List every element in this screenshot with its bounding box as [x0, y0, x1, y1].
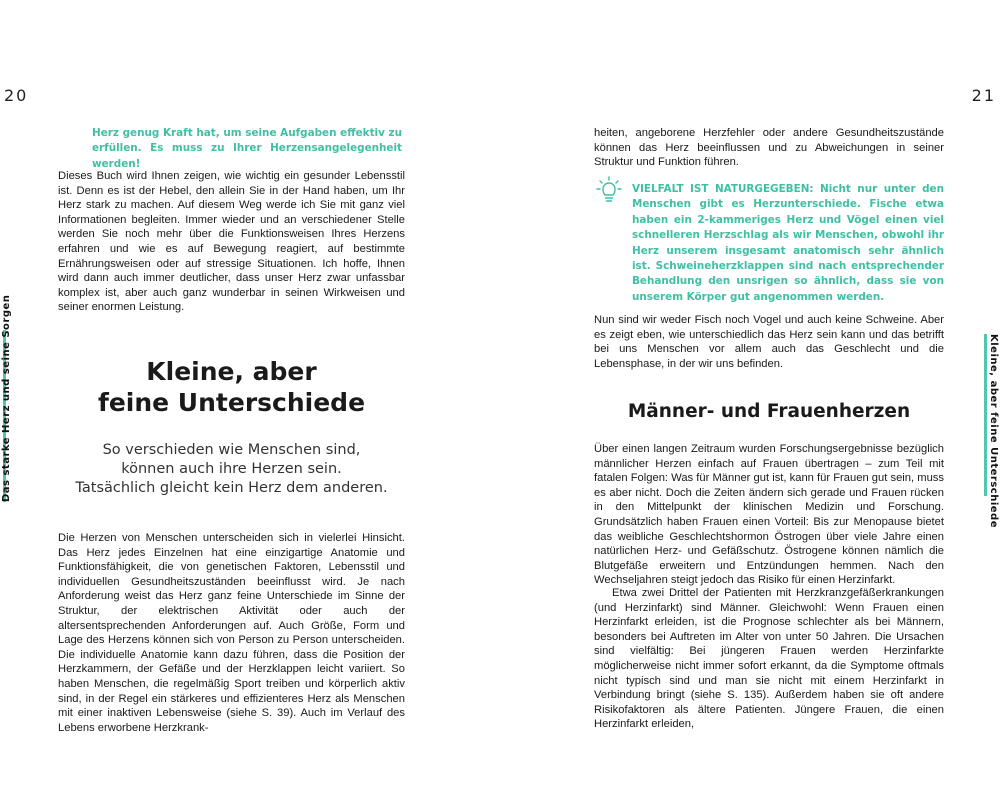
side-tab-right	[984, 334, 1000, 528]
side-tab-left	[0, 294, 12, 502]
side-tab-label-right: Kleine, aber feine Unterschiede	[988, 334, 999, 528]
left-paragraph-1: Dieses Buch wird Ihnen zeigen, wie wichtig ein gesunder Lebensstil ist. Denn es ist der Hebel, den allein Sie in der Hand haben, um Ihr Herz stark zu machen. Auf diesem Weg werde ich Sie mit ganz viel Informationen begleiten. Immer wieder und an verschiedener Stelle werden Sie noch mehr über die Funktionsweisen Ihres Herzens erfahren und wie es auf Bewegung reagiert, auf bestimmte Ernährungsweisen oder auf stressige Situationen. Ich hoffe, Ihnen wird dann auch immer deutlicher, dass unser Herz zwar unfassbar komplex ist, aber auch ganz wunderbar in seinen Wirkweisen und seiner enormen Leistung.	[58, 170, 405, 314]
right-paragraph-3: Über einen langen Zeitraum wurden Forschungsergebnisse bezüglich männlicher Herzen einfach auf Frauen übertragen – zum Teil mit fatalen Folgen: Was für Männer gut ist, kann für Frauen gut sein, muss es aber nicht. Doch die Zeiten ändern sich gerade und Frauen rücken in den Mittelpunkt der klinischen Medizin und Forschung. Grundsätzlich haben Frauen einen Vorteil: Bis zur Menopause bietet das weibliche Geschlechtshormon Östrogen über viele Jahre einen natürlichen Herz- und Gefäßschutz. Östrogene können nämlich die Blutgefäße erweitern und Entzündungen hemmen. Nach den Wechseljahren steigt jedoch das Risiko für einen Herzinfarkt.	[594, 443, 944, 587]
lightbulb-icon	[596, 176, 622, 204]
right-paragraph-1: heiten, angeborene Herzfehler oder andere Gesundheitszustände können das Herz beeinflussen und zu Abweichungen in seiner Struktur und Funktion führen.	[594, 127, 944, 169]
tip-box	[632, 182, 944, 305]
tip-title: VIELFALT IST NATURGEGEBEN:	[632, 183, 814, 195]
left-paragraph-2: Die Herzen von Menschen unterscheiden sich in vielerlei Hinsicht. Das Herz jedes Einzelnen hat eine einzigartige Anatomie und Funktionsfähigkeit, die von genetischen Faktoren, Lebensstil und individuellen Gesundheitszuständen beeinflusst wird. Je nach Anforderung weist das Herz ganz feine Unterschiede im Sinne der Struktur, der elektrischen Aktivität oder auch der altersentsprechenden Anforderungen auf. Auch Größe, Form und Lage des Herzens können sich von Person zu Person unterscheiden. Die individuelle Anatomie kann dazu führen, dass die Position der Herzkammern, der Gefäße und der Herzklappen leicht variiert. So haben Menschen, die regelmäßig Sport treiben und körperlich aktiv sind, in der Regel ein stärkeres und effizienteres Herz als Menschen mit einer inaktiven Lebensweise (siehe S. 39). Auch im Verlauf des Lebens erworbene Herzkrank-	[58, 532, 405, 734]
section-heading-left: Kleine, aber feine Unterschiede	[97, 357, 366, 417]
left-teal-continuation: Herz genug Kraft hat, um seine Aufgaben effektiv zu erfüllen. Es muss zu Ihrer Herzensangelegenheit werden!	[92, 127, 402, 170]
tip-body: Nicht nur unter den Menschen gibt es Herzunterschiede. Fische etwa haben ein 2-kammeriges Herz und Vögel einen viel schnelleren Herzschlag als wir Menschen, obwohl ihr Herz unserem insgesamt anatomisch sehr ähnlich ist. Schweineherzklappen sind nach entsprechender Behandlung den unsrigen so ähnlich, dass sie von unserem Körper gut angenommen werden.	[632, 183, 944, 303]
page-number-right: 21	[971, 86, 996, 105]
side-tab-bar-right	[984, 334, 987, 496]
right-paragraph-4: Etwa zwei Drittel der Patienten mit Herzkranzgefäßerkrankungen (und Herzinfarkt) sind Männer. Gleichwohl: Wenn Frauen einen Herzinfarkt erleiden, ist die Prognose schlechter als bei Männern, besonders bei Auftreten im Alter von unter 50 Jahren. Die Ursachen sind vielfältig: Bei jüngeren Frauen werden Herzinfarkte möglicherweise nicht immer sofort erkannt, da die Symptome oftmals nicht typisch sind und man sie nicht mit einem Herzinfarkt in Verbindung bringt (siehe S. 135). Außerdem haben sie oft andere Risikofaktoren als ältere Patienten. Jüngere Frauen, die einen Herzinfarkt erleiden,	[594, 587, 944, 731]
section-intro: So verschieden wie Menschen sind, können auch ihre Herzen sein. Tatsächlich gleicht kein Herz dem anderen.	[75, 442, 388, 496]
section-heading-right: Männer- und Frauenherzen	[627, 401, 911, 422]
page-number-left: 20	[4, 86, 29, 105]
side-tab-label-left: Das starke Herz und seine Sorgen	[1, 294, 12, 502]
right-paragraph-2: Nun sind wir weder Fisch noch Vogel und auch keine Schweine. Aber es zeigt eben, wie unterschiedlich das Herz sein kann und das betrifft bei uns Menschen vor allem auch das Geschlecht und die Lebensphase, in der wir uns befinden.	[594, 314, 944, 370]
